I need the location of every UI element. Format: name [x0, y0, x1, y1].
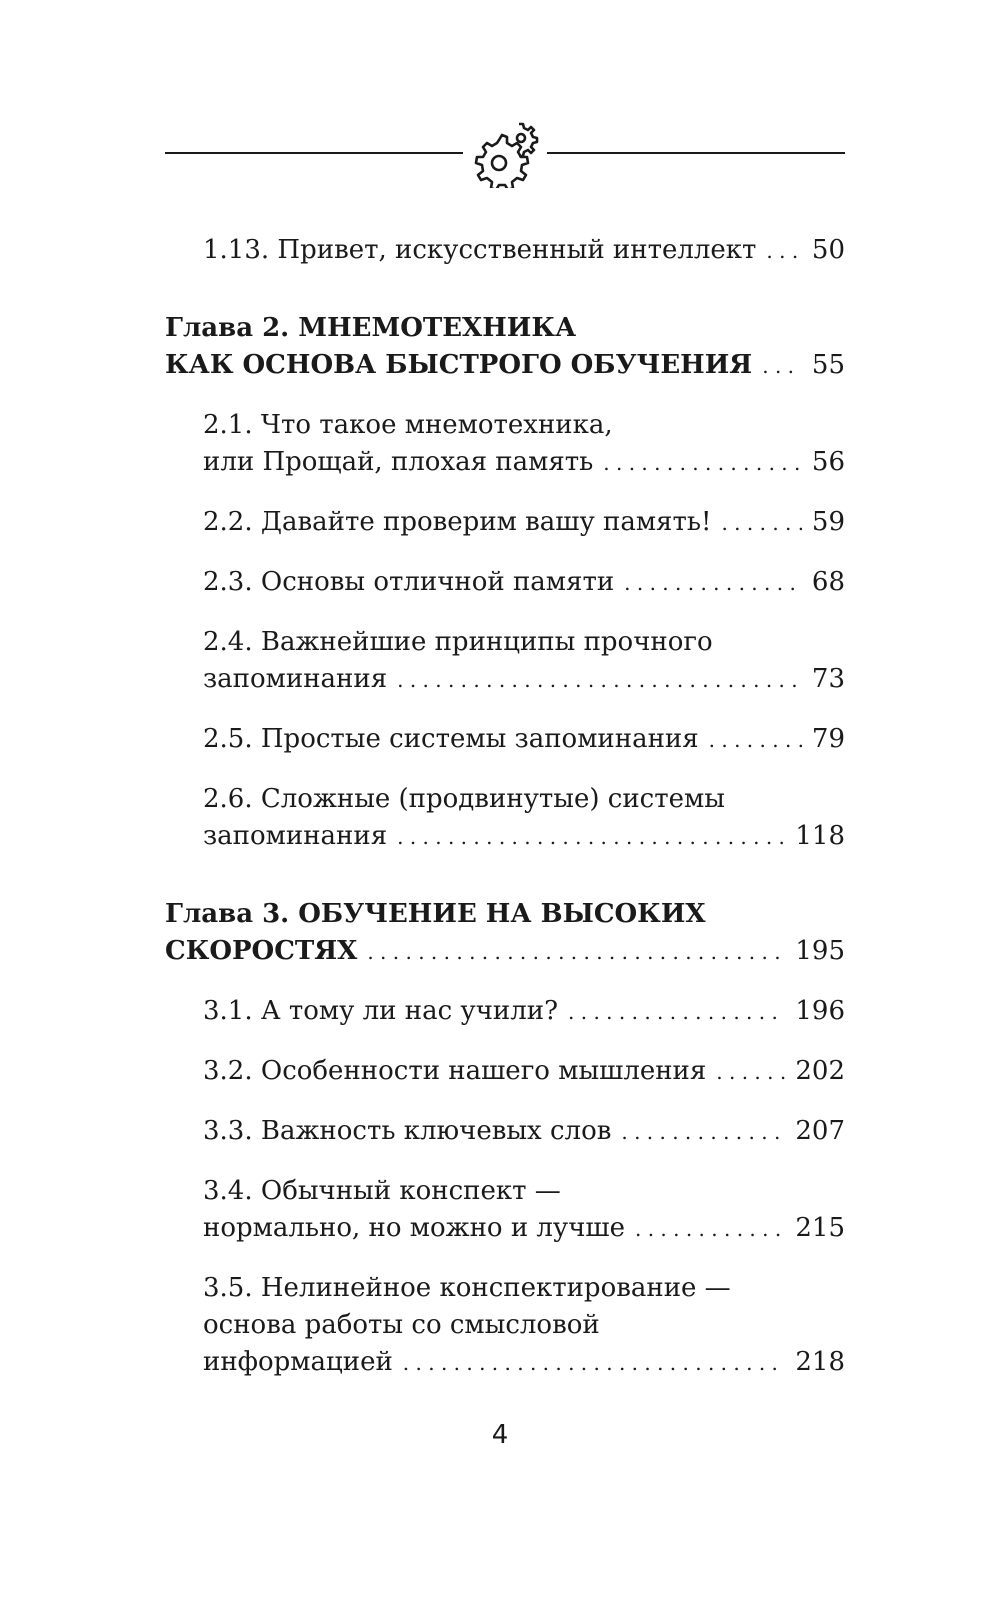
toc-section-entry	[165, 721, 845, 759]
toc-entry-title-line: 2.1. Что такое мнемотехника,	[203, 410, 613, 440]
toc-entry-title-line: 2.2. Давайте проверим вашу память!	[203, 507, 712, 537]
toc-entry-title-line: Глава 3. ОБУЧЕНИЕ НА ВЫСОКИХ	[165, 899, 706, 929]
toc-page-number: 59	[811, 507, 845, 537]
toc-page-number: 55	[811, 350, 845, 380]
toc-entry-last-line	[203, 818, 845, 856]
dot-leader	[603, 445, 802, 482]
toc-entry-last-line	[203, 661, 845, 699]
dot-leader	[762, 348, 802, 385]
toc-page-number: 196	[795, 996, 845, 1026]
dot-leader	[367, 934, 785, 971]
toc-section-entry	[165, 564, 845, 602]
dot-leader	[397, 662, 802, 699]
toc-section-entry	[165, 1053, 845, 1091]
toc-page-number: 207	[795, 1116, 845, 1146]
toc-section-entry	[165, 781, 845, 856]
toc-section-entry	[165, 993, 845, 1031]
toc-entry-last-line	[203, 721, 845, 759]
toc-entry-title-line: или Прощай, плохая память	[203, 447, 594, 477]
toc-entry-last-line	[203, 444, 845, 482]
toc-entry-last-line	[203, 564, 845, 602]
toc-page-number: 79	[811, 724, 845, 754]
toc-entry-title-line: СКОРОСТЯХ	[165, 936, 358, 966]
toc-entry-title-line: 2.6. Сложные (продвинутые) системы	[203, 784, 725, 814]
toc-page-number: 118	[795, 821, 845, 851]
dot-leader	[403, 1345, 786, 1382]
dot-leader	[716, 1054, 785, 1091]
toc-entry-title-line: 3.5. Нелинейное конспектирование —	[203, 1273, 731, 1303]
toc-page-number: 50	[811, 235, 845, 265]
toc-entry-title-line: 2.5. Простые системы запоминания	[203, 724, 699, 754]
toc-entry-title-line: 3.1. А тому ли нас учили?	[203, 996, 559, 1026]
toc-entry-title-line: 3.4. Обычный конспект —	[203, 1176, 561, 1206]
toc-section-entry	[165, 1173, 845, 1248]
toc-page-number: 56	[811, 447, 845, 477]
toc-entry-title-line: информацией	[203, 1347, 393, 1377]
dot-leader	[766, 233, 802, 270]
dot-leader	[635, 1211, 785, 1248]
dot-leader	[624, 565, 802, 602]
toc-page-number: 73	[811, 664, 845, 694]
toc-entry-title-line: 3.3. Важность ключевых слов	[203, 1116, 612, 1146]
toc-entry-last-line	[203, 1210, 845, 1248]
toc-page-number: 218	[795, 1347, 845, 1377]
toc-entry-last-line	[165, 347, 845, 385]
page-number: 4	[491, 1420, 509, 1450]
toc-page-number: 195	[795, 936, 845, 966]
table-of-contents	[165, 232, 845, 1382]
toc-entry-title-line: 1.13. Привет, искусственный интеллект	[203, 235, 757, 265]
toc-entry-title-line: 2.3. Основы отличной памяти	[203, 567, 615, 597]
toc-entry-title-line: основа работы со смысловой	[203, 1310, 600, 1340]
toc-entry-last-line	[203, 1344, 845, 1382]
toc-entry-last-line	[203, 993, 845, 1031]
toc-chapter-entry	[165, 310, 845, 385]
dot-leader	[621, 1114, 785, 1151]
toc-section-entry	[165, 232, 845, 270]
toc-entry-title-line: нормально, но можно и лучше	[203, 1213, 625, 1243]
dot-leader	[709, 722, 802, 759]
toc-entry-last-line	[203, 232, 845, 270]
toc-page-number: 202	[795, 1056, 845, 1086]
toc-entry-last-line	[203, 1053, 845, 1091]
toc-section-entry	[165, 1113, 845, 1151]
toc-entry-title-line: Глава 2. МНЕМОТЕХНИКА	[165, 313, 577, 343]
toc-entry-last-line	[203, 504, 845, 542]
toc-entry-title-line: 3.2. Особенности нашего мышления	[203, 1056, 707, 1086]
header-rule-right	[547, 152, 845, 154]
header-rule-left	[165, 152, 463, 154]
toc-entry-title-line: запоминания	[203, 664, 388, 694]
dot-leader	[721, 505, 801, 542]
toc-entry-last-line	[203, 1113, 845, 1151]
toc-entry-title-line: КАК ОСНОВА БЫСТРОГО ОБУЧЕНИЯ	[165, 350, 753, 380]
dot-leader	[397, 819, 785, 856]
gears-icon	[471, 118, 541, 188]
toc-section-entry	[165, 624, 845, 699]
toc-page-number: 68	[811, 567, 845, 597]
toc-section-entry	[165, 1270, 845, 1382]
dot-leader	[568, 994, 785, 1031]
toc-entry-title-line: запоминания	[203, 821, 388, 851]
toc-entry-last-line	[165, 933, 845, 971]
toc-section-entry	[165, 407, 845, 482]
page-header	[165, 118, 845, 188]
toc-page-number: 215	[795, 1213, 845, 1243]
toc-section-entry	[165, 504, 845, 542]
toc-entry-title-line: 2.4. Важнейшие принципы прочного	[203, 627, 713, 657]
toc-chapter-entry	[165, 896, 845, 971]
